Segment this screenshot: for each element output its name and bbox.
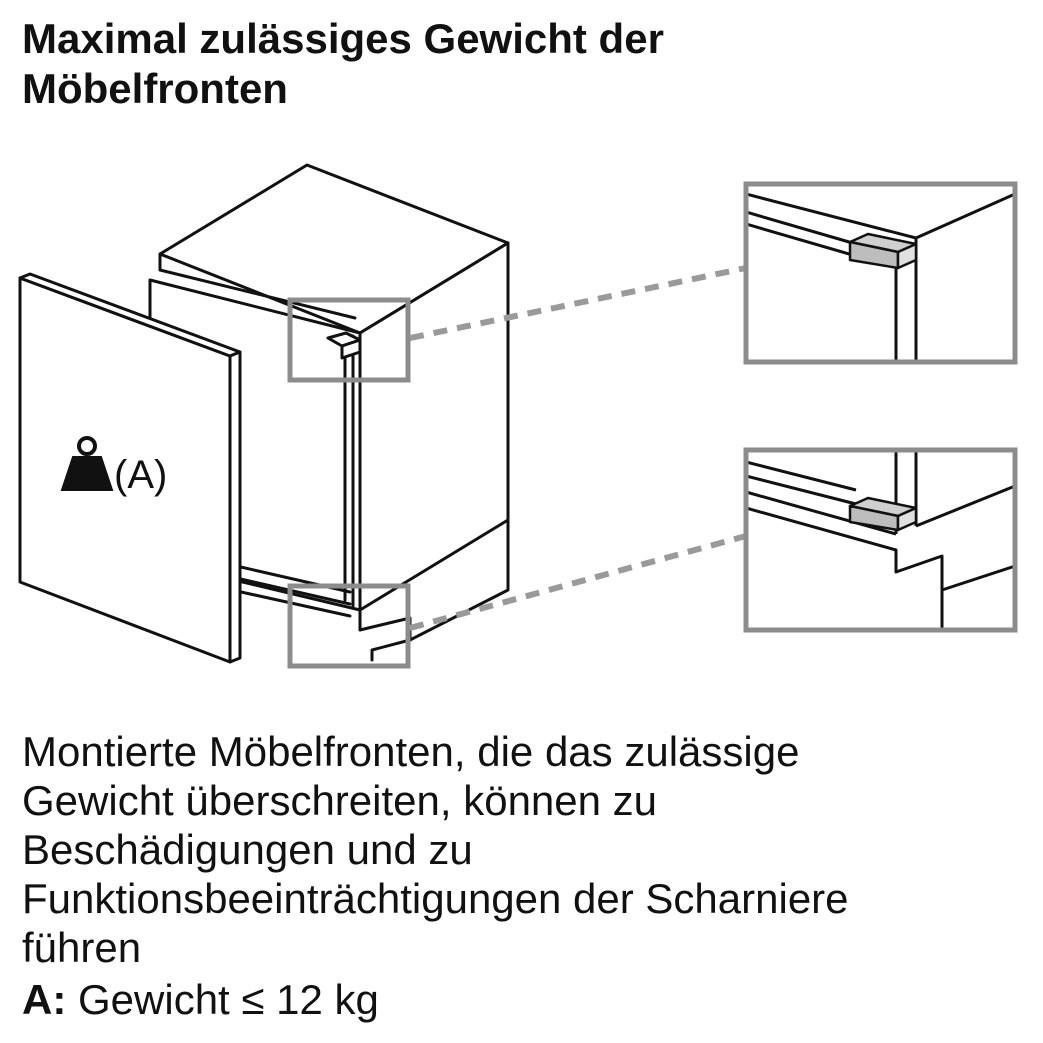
weight-spec	[22, 975, 379, 1024]
description-text	[22, 727, 1032, 972]
page-title	[22, 14, 1022, 114]
description-line-3: Beschädigungen und zu	[22, 826, 473, 873]
top-hinge-detail	[746, 184, 1015, 362]
weight-spec-label: A:	[22, 976, 67, 1023]
description-line-5: führen	[22, 924, 142, 971]
weight-spec-value: Gewicht ≤ 12 kg	[78, 976, 379, 1023]
description-line-1: Montierte Möbelfronten, die das zulässige	[22, 728, 800, 775]
title-line-2: Möbelfronten	[22, 65, 288, 112]
bottom-hinge-detail	[746, 450, 1015, 630]
description-line-4: Funktionsbeeinträchtigungen der Scharniere	[22, 875, 849, 922]
title-line-1: Maximal zulässiges Gewicht der	[22, 15, 664, 62]
weight-marker-label: (A)	[114, 453, 168, 497]
description-line-2: Gewicht überschreiten, können zu	[22, 777, 658, 824]
installation-illustration	[0, 150, 1043, 710]
